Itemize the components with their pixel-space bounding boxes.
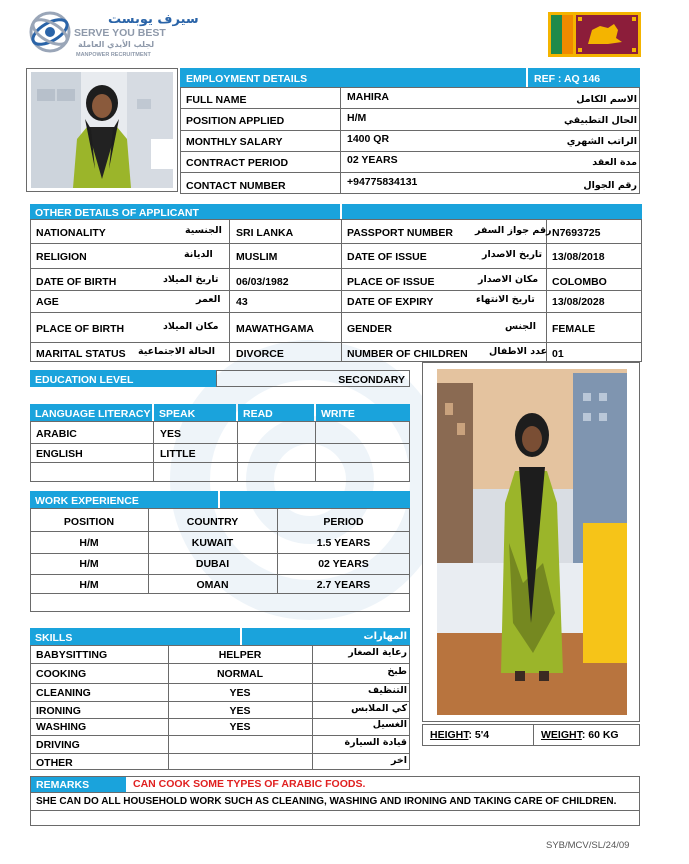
place-of-issue-value: COLOMBO bbox=[552, 276, 607, 288]
language-arabic-label: ARABIC bbox=[36, 428, 77, 440]
skill-babysitting-value: HELPER bbox=[218, 649, 262, 661]
contact-number-arabic: رقم الجوال bbox=[583, 180, 637, 191]
logo-arabic-name: سيرف يوبست bbox=[108, 12, 199, 27]
work-experience-header: WORK EXPERIENCE bbox=[30, 491, 218, 508]
skill-cleaning-arabic: التنظيف bbox=[367, 685, 407, 696]
number-of-children-value: 01 bbox=[552, 348, 564, 360]
applicant-photo-small bbox=[26, 68, 178, 192]
skill-cooking-value: NORMAL bbox=[216, 668, 264, 680]
place-of-birth-label: PLACE OF BIRTH bbox=[36, 323, 125, 335]
skill-ironing-label: IRONING bbox=[36, 705, 81, 717]
work-country-column: COUNTRY bbox=[186, 516, 239, 528]
gender-label: GENDER bbox=[347, 323, 392, 335]
age-arabic: العمر bbox=[196, 294, 221, 305]
reference-number: REF : AQ 146 bbox=[528, 68, 640, 87]
date-of-birth-arabic: تاريخ الميلاد bbox=[163, 274, 219, 285]
employment-details-header: EMPLOYMENT DETAILS bbox=[180, 68, 526, 87]
work-row-3-country: OMAN bbox=[196, 579, 229, 591]
other-details-header: OTHER DETAILS OF APPLICANT bbox=[30, 204, 340, 219]
work-row-2-period: 02 YEARS bbox=[318, 558, 369, 570]
religion-label: RELIGION bbox=[36, 251, 87, 263]
language-literacy-header: LANGUAGE LITERACY bbox=[30, 404, 152, 421]
weight-label: WEIGHT bbox=[541, 729, 582, 741]
skill-cooking-label: COOKING bbox=[36, 668, 87, 680]
place-of-birth-value: MAWATHGAMA bbox=[236, 323, 314, 335]
work-position-column: POSITION bbox=[63, 516, 115, 528]
height-info bbox=[430, 730, 489, 741]
skill-washing-label: WASHING bbox=[36, 721, 87, 733]
date-of-issue-value: 13/08/2018 bbox=[552, 251, 605, 263]
sri-lanka-flag-icon bbox=[548, 12, 641, 57]
remarks-text: SHE CAN DO ALL HOUSEHOLD WORK SUCH AS CLEANING, WASHING AND IRONING AND TAKING CARE OF CHILDREN. bbox=[36, 796, 617, 807]
skill-driving-arabic: قيادة السيارة bbox=[344, 737, 407, 748]
marital-status-value: DIVORCE bbox=[236, 348, 284, 360]
contract-period-arabic: مدة العقد bbox=[592, 157, 637, 168]
date-of-expiry-value: 13/08/2028 bbox=[552, 296, 605, 308]
place-of-issue-arabic: مكان الاصدار bbox=[478, 274, 539, 285]
skill-cooking-arabic: طبخ bbox=[387, 666, 407, 677]
remarks-highlight: CAN COOK SOME TYPES OF ARABIC FOODS. bbox=[133, 778, 366, 790]
photo-small-image bbox=[27, 69, 177, 191]
logo-sub: MANPOWER RECRUITMENT bbox=[76, 52, 151, 58]
work-row-2-country: DUBAI bbox=[195, 558, 230, 570]
logo-arabic-sub: لجلب الأيدي العاملة bbox=[78, 40, 155, 49]
skill-ironing-value: YES bbox=[229, 705, 251, 717]
applicant-photo-large bbox=[422, 362, 640, 722]
contact-number-value: +94775834131 bbox=[347, 176, 418, 188]
nationality-label: NATIONALITY bbox=[36, 227, 106, 239]
logo-emblem-icon bbox=[28, 10, 72, 54]
full-name-arabic: الاسم الكامل bbox=[576, 94, 637, 105]
contract-period-label: CONTRACT PERIOD bbox=[186, 157, 289, 169]
full-name-value: MAHIRA bbox=[347, 91, 389, 103]
language-table bbox=[30, 421, 410, 482]
skill-driving-label: DRIVING bbox=[36, 739, 80, 751]
skills-arabic-title: المهارات bbox=[363, 631, 407, 642]
work-row-1-country: KUWAIT bbox=[191, 537, 234, 549]
position-applied-value: H/M bbox=[347, 112, 367, 124]
work-experience-header-right bbox=[220, 491, 410, 508]
skill-cleaning-label: CLEANING bbox=[36, 687, 91, 699]
skill-ironing-arabic: كي الملابس bbox=[351, 703, 407, 714]
passport-number-arabic: رقم جواز السفر bbox=[475, 225, 552, 236]
date-of-expiry-arabic: تاريخ الانتهاء bbox=[476, 294, 535, 305]
marital-status-arabic: الحالة الاجتماعية bbox=[138, 346, 215, 357]
speak-header: SPEAK bbox=[154, 404, 236, 421]
number-of-children-arabic: عدد الاطفال bbox=[489, 346, 548, 357]
weight-value: : 60 KG bbox=[581, 729, 619, 741]
work-row-1-period: 1.5 YEARS bbox=[316, 537, 371, 549]
read-header: READ bbox=[238, 404, 314, 421]
religion-arabic: الديانة bbox=[184, 249, 213, 260]
footer-code: SYB/MCV/SL/24/09 bbox=[546, 840, 630, 851]
work-row-2-position: H/M bbox=[79, 558, 99, 570]
skill-washing-arabic: الغسيل bbox=[372, 719, 407, 730]
monthly-salary-label: MONTHLY SALARY bbox=[186, 136, 283, 148]
age-value: 43 bbox=[236, 296, 248, 308]
date-of-birth-value: 06/03/1982 bbox=[236, 276, 289, 288]
date-of-issue-arabic: تاريخ الاصدار bbox=[482, 249, 543, 260]
write-header: WRITE bbox=[316, 404, 410, 421]
date-of-expiry-label: DATE OF EXPIRY bbox=[347, 296, 434, 308]
other-details-header-right bbox=[342, 204, 642, 219]
passport-number-value: N7693725 bbox=[552, 227, 601, 239]
skill-babysitting-label: BABYSITTING bbox=[36, 649, 108, 661]
marital-status-label: MARITAL STATUS bbox=[36, 348, 126, 360]
gender-arabic: الجنس bbox=[505, 321, 536, 332]
contract-period-value: 02 YEARS bbox=[347, 154, 398, 166]
logo-name: SERVE YOU BEST bbox=[74, 27, 166, 39]
number-of-children-label: NUMBER OF CHILDREN bbox=[347, 348, 468, 360]
place-of-birth-arabic: مكان الميلاد bbox=[163, 321, 219, 332]
date-of-birth-label: DATE OF BIRTH bbox=[36, 276, 117, 288]
skill-cleaning-value: YES bbox=[229, 687, 251, 699]
remarks-header: REMARKS bbox=[30, 776, 126, 792]
education-level-value: SECONDARY bbox=[338, 374, 405, 386]
work-row-1-position: H/M bbox=[79, 537, 99, 549]
photo-large-image bbox=[423, 363, 639, 721]
work-row-3-position: H/M bbox=[79, 579, 99, 591]
nationality-arabic: الجنسية bbox=[185, 225, 222, 236]
skills-header: SKILLS bbox=[30, 628, 240, 645]
education-level-header: EDUCATION LEVEL bbox=[30, 370, 216, 387]
religion-value: MUSLIM bbox=[236, 251, 278, 263]
place-of-issue-label: PLACE OF ISSUE bbox=[347, 276, 435, 288]
language-english-speak: LITTLE bbox=[160, 448, 196, 460]
monthly-salary-value: 1400 QR bbox=[347, 133, 390, 145]
date-of-issue-label: DATE OF ISSUE bbox=[347, 251, 427, 263]
skill-babysitting-arabic: رعاية الصغار bbox=[348, 647, 407, 658]
height-label: HEIGHT bbox=[430, 729, 469, 741]
language-arabic-speak: YES bbox=[160, 428, 182, 440]
age-label: AGE bbox=[36, 296, 59, 308]
weight-info bbox=[541, 730, 619, 741]
monthly-salary-arabic: الراتب الشهري bbox=[566, 136, 637, 147]
skill-washing-value: YES bbox=[229, 721, 251, 733]
position-applied-arabic: الحال التطبيقي bbox=[564, 115, 637, 126]
nationality-value: SRI LANKA bbox=[236, 227, 294, 239]
contact-number-label: CONTACT NUMBER bbox=[186, 180, 286, 192]
passport-number-label: PASSPORT NUMBER bbox=[347, 227, 453, 239]
height-value: : 5'4 bbox=[468, 729, 490, 741]
full-name-label: FULL NAME bbox=[186, 94, 247, 106]
skill-other-arabic: اخر bbox=[390, 755, 407, 766]
position-applied-label: POSITION APPLIED bbox=[186, 115, 285, 127]
language-english-label: ENGLISH bbox=[36, 448, 83, 460]
work-row-3-period: 2.7 YEARS bbox=[316, 579, 371, 591]
gender-value: FEMALE bbox=[552, 323, 596, 335]
work-period-column: PERIOD bbox=[323, 516, 364, 528]
skill-other-label: OTHER bbox=[36, 757, 73, 769]
